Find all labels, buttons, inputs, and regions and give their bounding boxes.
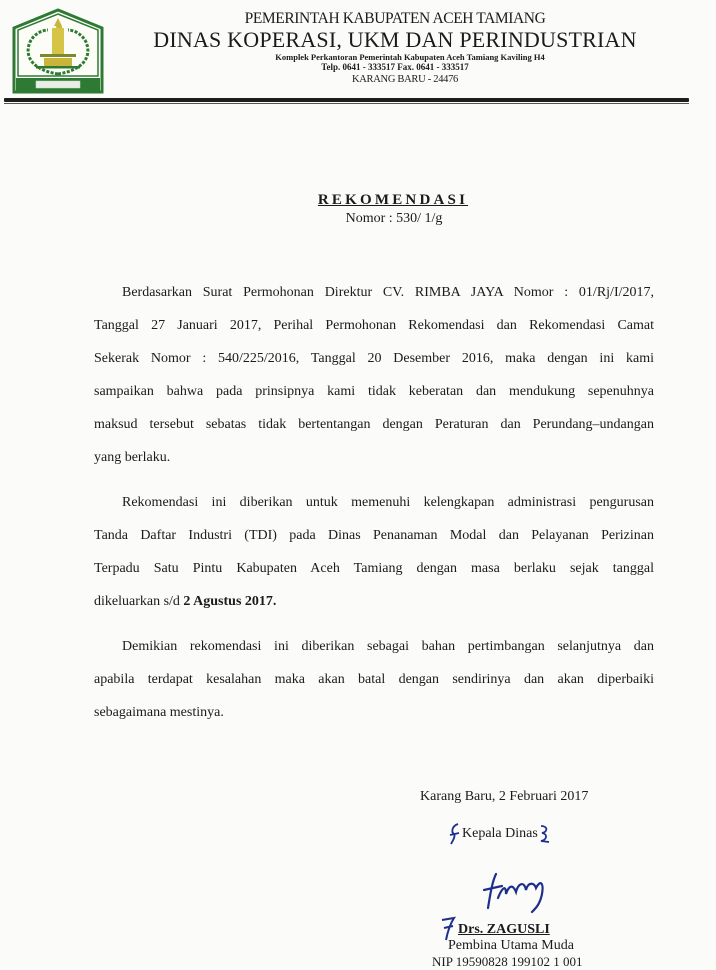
document-title (0, 192, 716, 227)
body-line: Berdasarkan Surat Permohonan Direktur CV. RIMBA JAYA Nomor : 01/Rj/I/2017, (122, 285, 654, 300)
body-line: Tanda Daftar Industri (TDI) pada Dinas Penanaman Modal dan Pelayanan Perizinan (94, 528, 654, 543)
letter-body (94, 276, 654, 729)
body-line: apabila terdapat kesalahan maka akan batal dengan sendirinya dan akan diperbaiki (94, 672, 654, 687)
government-name: PEMERINTAH KABUPATEN ACEH TAMIANG (244, 10, 546, 27)
letterhead (110, 10, 680, 86)
signatory-position: Kepala Dinas (462, 826, 538, 841)
body-line (94, 585, 654, 618)
paragraph-1 (94, 276, 654, 474)
agency-name: DINAS KOPERASI, UKM DAN PERINDUSTRIAN (153, 27, 637, 52)
office-address: Komplek Perkantoran Pemerintah Kabupaten Aceh Tamiang Kaviling H4 (275, 52, 545, 62)
body-line: Tanggal 27 Januari 2017, Perihal Permohonan Rekomendasi dan Rekomendasi Camat (94, 318, 654, 333)
body-line: Demikian rekomendasi ini diberikan sebagai bahan pertimbangan selanjutnya dan (122, 639, 654, 654)
body-line: yang berlaku. (94, 450, 171, 465)
regency-logo-emblem (12, 8, 104, 94)
office-city: KARANG BARU - 24476 (351, 74, 458, 85)
initial-mark-icon (538, 824, 552, 844)
body-line: sebagaimana mestinya. (94, 705, 224, 720)
signature-block (420, 788, 710, 969)
signatory-rank: Pembina Utama Muda (448, 938, 574, 953)
paragraph-2 (94, 486, 654, 618)
body-line: Terpadu Satu Pintu Kabupaten Aceh Tamiang dengan masa berlaku sejak tanggal (94, 561, 654, 576)
letterhead-divider-thin (4, 103, 689, 104)
handwritten-signature (476, 868, 556, 918)
paragraph-3 (94, 630, 654, 729)
signatory-position-row (448, 822, 710, 846)
body-line: sampaikan bahwa pada prinsipnya kami tidak keberatan dan mendukung sepenuhnya (94, 384, 654, 399)
document-number: Nomor : 530/ 1/g (345, 211, 443, 226)
body-line: Sekerak Nomor : 540/225/2016, Tanggal 20 Desember 2016, maka dengan ini kami (94, 351, 654, 366)
validity-prefix: dikeluarkan s/d (94, 594, 184, 609)
signatory-name: Drs. ZAGUSLI (458, 922, 550, 937)
signatory-nip: NIP 19590828 199102 1 001 (432, 954, 583, 969)
body-line: maksud tersebut sebatas tidak bertentangan dengan Peraturan dan Perundang–undangan (94, 417, 654, 432)
office-phone: Telp. 0641 - 333517 Fax. 0641 - 333517 (321, 62, 469, 72)
place-and-date: Karang Baru, 2 Februari 2017 (420, 789, 589, 804)
letterhead-divider (4, 98, 689, 102)
initial-mark-icon (448, 822, 462, 846)
validity-date: 2 Agustus 2017. (183, 594, 277, 609)
body-line: Rekomendasi ini diberikan untuk memenuhi kelengkapan administrasi pengurusan (122, 495, 654, 510)
title-heading: REKOMENDASI (317, 192, 469, 208)
